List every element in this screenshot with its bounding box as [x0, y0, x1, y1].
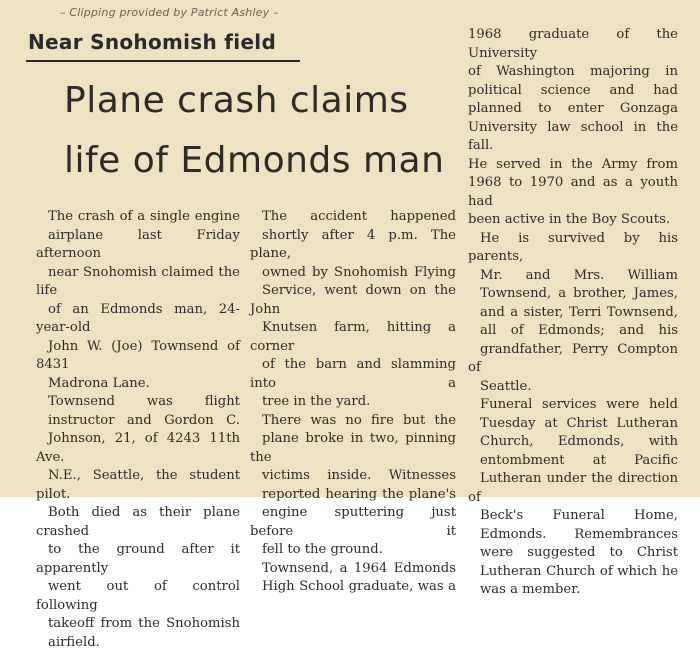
text-line: tree in the yard. — [250, 393, 456, 412]
text-line: Service, went down on the John — [250, 282, 456, 319]
text-line: John W. (Joe) Townsend of 8431 — [36, 338, 240, 375]
text-line: Tuesday at Christ Lutheran — [468, 415, 678, 434]
text-line: and a sister, Terri Townsend, — [468, 304, 678, 323]
text-line: entombment at Pacific — [468, 452, 678, 471]
text-line: near Snohomish claimed the life — [36, 264, 240, 301]
text-line: of the barn and slamming into a — [250, 356, 456, 393]
headline-line-1: Plane crash claims — [64, 80, 444, 121]
text-line: owned by Snohomish Flying — [250, 264, 456, 283]
text-line: Funeral services were held — [468, 396, 678, 415]
text-line: were suggested to Christ — [468, 544, 678, 563]
text-line: Lutheran Church of which he — [468, 563, 678, 582]
text-line: Church, Edmonds, with — [468, 433, 678, 452]
text-line: There was no fire but the — [250, 412, 456, 431]
text-line: airfield. — [36, 634, 240, 652]
text-line: The accident happened — [250, 208, 456, 227]
text-line: fell to the ground. — [250, 541, 456, 560]
kicker-heading: Near Snohomish field — [28, 30, 276, 54]
text-line: Townsend, a 1964 Edmonds — [250, 560, 456, 579]
text-line: takeoff from the Snohomish — [36, 615, 240, 634]
headline-line-2: life of Edmonds man — [64, 140, 444, 181]
paragraph — [468, 396, 678, 600]
paragraph — [36, 208, 240, 393]
text-line: engine sputtering just before it — [250, 504, 456, 541]
text-line: political science and had — [468, 82, 678, 101]
article-column-2 — [250, 208, 456, 597]
text-line: of an Edmonds man, 24-year-old — [36, 301, 240, 338]
text-line: The crash of a single engine — [36, 208, 240, 227]
text-line: University law school in the fall. — [468, 119, 678, 156]
paragraph — [250, 412, 456, 560]
paragraph — [468, 26, 678, 230]
text-line: 1968 to 1970 and as a youth had — [468, 174, 678, 211]
text-line: He is survived by his parents, — [468, 230, 678, 267]
text-line: to the ground after it apparently — [36, 541, 240, 578]
article-column-3 — [468, 26, 678, 600]
text-line: Edmonds. Remembrances — [468, 526, 678, 545]
text-line: Both died as their plane crashed — [36, 504, 240, 541]
text-line: was a member. — [468, 581, 678, 600]
text-line: went out of control following — [36, 578, 240, 615]
text-line: of Washington majoring in — [468, 63, 678, 82]
text-line: instructor and Gordon C. — [36, 412, 240, 431]
text-line: Lutheran under the direction of — [468, 470, 678, 507]
text-line: Knutsen farm, hitting a corner — [250, 319, 456, 356]
text-line: Madrona Lane. — [36, 375, 240, 394]
text-line: Townsend, a brother, James, — [468, 285, 678, 304]
paragraph — [250, 208, 456, 412]
text-line: plane broke in two, pinning the — [250, 430, 456, 467]
text-line: 1968 graduate of the University — [468, 26, 678, 63]
text-line: Johnson, 21, of 4243 11th Ave. — [36, 430, 240, 467]
paragraph — [36, 393, 240, 652]
text-line: He served in the Army from — [468, 156, 678, 175]
article-column-1 — [36, 208, 240, 652]
text-line: all of Edmonds; and his — [468, 322, 678, 341]
text-line: Townsend was flight — [36, 393, 240, 412]
text-line: reported hearing the plane's — [250, 486, 456, 505]
text-line: victims inside. Witnesses — [250, 467, 456, 486]
text-line: shortly after 4 p.m. The plane, — [250, 227, 456, 264]
clipping-credit: – Clipping provided by Patrict Ashley – — [60, 6, 279, 19]
text-line: been active in the Boy Scouts. — [468, 211, 678, 230]
text-line: N.E., Seattle, the student pilot. — [36, 467, 240, 504]
text-line: Beck's Funeral Home, — [468, 507, 678, 526]
text-line: Mr. and Mrs. William — [468, 267, 678, 286]
paragraph — [468, 230, 678, 397]
text-line: airplane last Friday afternoon — [36, 227, 240, 264]
text-line: grandfather, Perry Compton of — [468, 341, 678, 378]
text-line: High School graduate, was a — [250, 578, 456, 597]
paragraph — [250, 560, 456, 597]
kicker-underline — [26, 60, 300, 62]
text-line: Seattle. — [468, 378, 678, 397]
text-line: planned to enter Gonzaga — [468, 100, 678, 119]
